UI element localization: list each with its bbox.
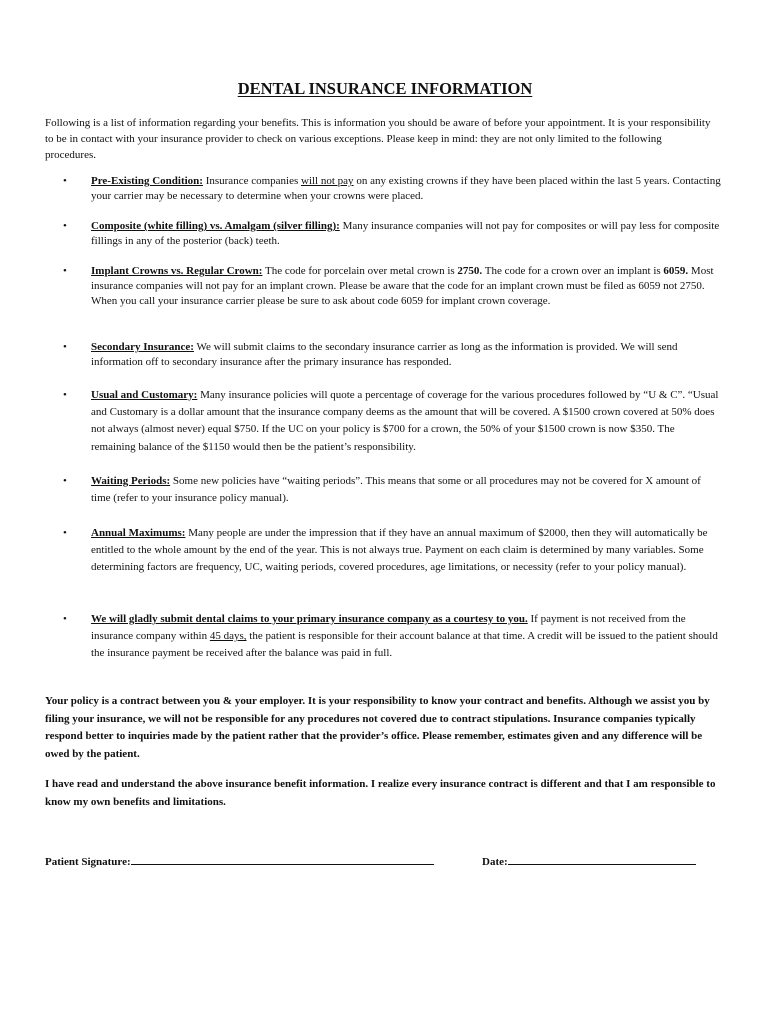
list-item: Implant Crowns vs. Regular Crown: The code for porcelain over metal crown is 2750. The code for a crown over an implant is 6059. Most insurance companies will not pay for an implant crown. Please be aware that the code for an implant crown must be filed as 6059 not 2750. When you call your insurance carrier please be sure to ask about code 6059 for implant crown coverage. — [91, 265, 714, 308]
item-heading: Composite (white filling) vs. Amalgam (silver filling): — [91, 220, 340, 232]
item-heading: Waiting Periods: — [91, 475, 171, 487]
item-heading: Usual and Customary: — [91, 389, 198, 401]
list-item: Waiting Periods: Some new policies have “waiting periods”. This means that some or all procedures may not be covered for X amount of time (refer to your insurance policy manual). — [91, 475, 701, 505]
list-item: Pre-Existing Condition: Insurance companies will not pay on any existing crowns if they have been placed within the last 5 years. Contacting your carrier may be necessary to determine when your crowns were placed. — [91, 175, 721, 203]
bullet: • — [63, 527, 67, 539]
page-title: DENTAL INSURANCE INFORMATION — [237, 79, 533, 98]
policy-statement: Your policy is a contract between you & your employer. It is your responsibility to know your contract and benefits. Although we assist you by filing your insurance, we will not be responsible for any procedures not covered due to contract stipulations. Insurance companies typically respond better to inquiries made by the patient rather that the provider’s office. Please remember, estimates given and any difference will be owed by the patient. — [45, 695, 710, 760]
list-item: Composite (white filling) vs. Amalgam (silver filling): Many insurance companies will not pay for composites or will pay less for composite fillings in any of the posterior (back) teeth. — [91, 220, 720, 248]
item-heading: We will gladly submit dental claims to your primary insurance company as a courtesy to you. — [91, 613, 528, 625]
date-block — [482, 853, 696, 868]
list-item: Usual and Customary: Many insurance policies will quote a percentage of coverage for the various procedures followed by “U & C”. “Usual and Customary is a dollar amount that the insurance company deems as the amount that will be covered. A $1500 crown covered at 50% does not always (almost never) equal $750. If the UC on your policy is $700 for a crown, the 50% of your $1500 crown is now $350. The remaining balance of the $1150 would then be the patient’s responsibility. — [91, 389, 719, 453]
date-label: Date: — [482, 856, 508, 868]
bullet: • — [63, 475, 67, 487]
item-heading: Secondary Insurance: — [91, 341, 194, 353]
signature-label: Patient Signature: — [45, 856, 131, 868]
bullet: • — [63, 389, 67, 401]
bullet: • — [63, 613, 67, 625]
list-item: We will gladly submit dental claims to your primary insurance company as a courtesy to you. If payment is not received from the insurance company within 45 days, the patient is responsible for their account balance at that time. A credit will be issued to the patient should the insurance payment be received after the balance was paid in full. — [91, 613, 718, 660]
bullet: • — [63, 220, 67, 232]
item-heading: Pre-Existing Condition: — [91, 175, 203, 187]
list-item: Secondary Insurance: We will submit claims to the secondary insurance carrier as long as the information is provided. We will send information off to secondary insurance after the primary insurance has responded. — [91, 341, 678, 369]
bullet: • — [63, 175, 67, 187]
date-field[interactable] — [508, 853, 696, 865]
item-heading: Annual Maximums: — [91, 527, 186, 539]
bullet: • — [63, 341, 67, 353]
signature-field[interactable] — [131, 853, 434, 865]
acknowledgement-statement: I have read and understand the above insurance benefit information. I realize every insurance contract is different and that I am responsible to know my own benefits and limitations. — [45, 778, 716, 808]
bullet: • — [63, 265, 67, 277]
intro-paragraph: Following is a list of information regarding your benefits. This is information you should be aware of before your appointment. It is your responsibility to be in contact with your insurance provider to check on various exceptions. Please keep in mind: they are not only limited to the following procedures. — [45, 117, 711, 161]
list-item: Annual Maximums: Many people are under the impression that if they have an annual maximum of $2000, then they will automatically be entitled to the whole amount by the end of the year. This is not always true. Payment on each claim is determined by many variables. Some determining factors are frequency, UC, waiting periods, covered procedures, age limitations, or necessity (refer to your policy manual). — [91, 527, 708, 574]
item-heading: Implant Crowns vs. Regular Crown: — [91, 265, 263, 277]
signature-block — [45, 853, 434, 868]
